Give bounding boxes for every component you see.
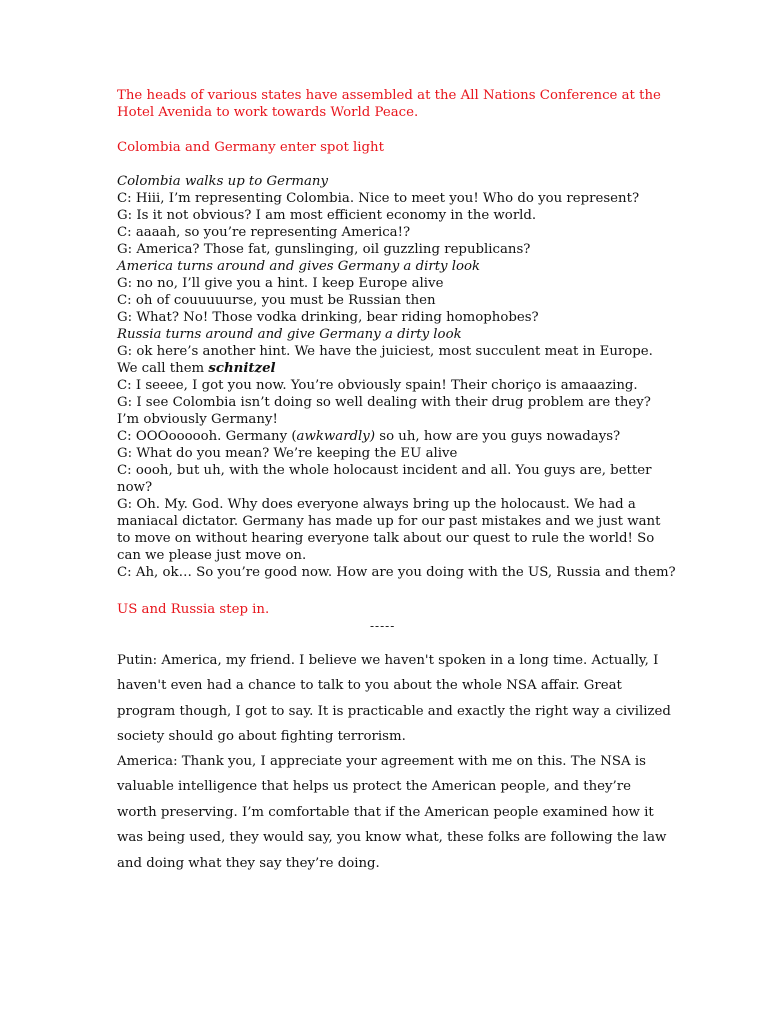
action-line: Russia turns around and give Germany a dirty look bbox=[117, 327, 462, 342]
dialogue-line: G: I see Colombia isn’t doing so well dealing with their drug problem are they? bbox=[117, 395, 651, 410]
speech-line: worth preserving. I’m comfortable that if the American people examined how it bbox=[117, 804, 654, 820]
dialogue-line: C: oooh, but uh, with the whole holocaust incident and all. You guys are, better bbox=[117, 463, 652, 478]
scene-intro bbox=[117, 87, 661, 121]
dialogue-line: G: ok here’s another hint. We have the juiciest, most succulent meat in Europe. bbox=[117, 344, 653, 359]
dialogue-line: maniacal dictator. Germany has made up for our past mistakes and we just want bbox=[117, 514, 661, 529]
speech-line: America: Thank you, I appreciate your agreement with me on this. The NSA is bbox=[117, 754, 646, 769]
dialogue-line: to move on without hearing everyone talk about our quest to rule the world! So bbox=[117, 531, 655, 546]
dialogue-line: now? bbox=[117, 480, 153, 495]
emphasis-aside: awkwardly) bbox=[296, 429, 376, 444]
stage-direction-text: Colombia and Germany enter spot light bbox=[117, 140, 384, 155]
dialogue-line: C: I seeee, I got you now. You’re obviously spain! Their choriço is amaaazing. bbox=[117, 378, 638, 393]
section-divider: ----- bbox=[370, 619, 396, 633]
stage-direction-colombia-germany bbox=[117, 139, 657, 156]
stage-direction-us-russia bbox=[117, 601, 657, 618]
dialogue-fragment: We call them bbox=[117, 361, 209, 376]
dialogue-line: G: What? No! Those vodka drinking, bear riding homophobes? bbox=[117, 310, 539, 325]
dialogue-line: C: aaaah, so you’re representing America!? bbox=[117, 225, 411, 240]
dialogue-line: I’m obviously Germany! bbox=[117, 412, 278, 427]
america-speech bbox=[117, 749, 667, 876]
speech-line: valuable intelligence that helps us protect the American people, and they’re bbox=[117, 779, 631, 795]
emphasis-word: schnitzel bbox=[208, 361, 276, 376]
dialogue-line: can we please just move on. bbox=[117, 548, 307, 563]
intro-line: The heads of various states have assembled at the All Nations Conference at the bbox=[117, 88, 661, 103]
dialogue-fragment: C: OOOoooooh. Germany ( bbox=[117, 429, 297, 444]
dialogue-line: C: Ah, ok… So you’re good now. How are you doing with the US, Russia and them? bbox=[117, 565, 676, 580]
dialogue-line: G: What do you mean? We’re keeping the EU alive bbox=[117, 446, 458, 461]
dialogue-line bbox=[117, 428, 657, 445]
intro-line: Hotel Avenida to work towards World Peace. bbox=[117, 105, 419, 120]
action-line: America turns around and gives Germany a dirty look bbox=[117, 259, 481, 274]
speech-line: haven't even had a chance to talk to you about the whole NSA affair. Great bbox=[117, 678, 622, 694]
dialogue-line: G: no no, I’ll give you a hint. I keep Europe alive bbox=[117, 276, 444, 291]
dialogue-line: C: oh of couuuuurse, you must be Russian then bbox=[117, 293, 436, 308]
dialogue-line: G: Oh. My. God. Why does everyone always bring up the holocaust. We had a bbox=[117, 497, 636, 512]
speech-line: program though, I got to say. It is practicable and exactly the right way a civilized bbox=[117, 703, 671, 719]
dialogue-fragment: so uh, how are you guys nowadays? bbox=[375, 429, 621, 444]
putin-speech bbox=[117, 648, 671, 750]
dialogue-section bbox=[117, 173, 676, 581]
dialogue-line: G: Is it not obvious? I am most efficient economy in the world. bbox=[117, 208, 537, 223]
dialogue-line: G: America? Those fat, gunslinging, oil guzzling republicans? bbox=[117, 242, 531, 257]
action-line: Colombia walks up to Germany bbox=[117, 174, 328, 189]
speech-line: and doing what they say they’re doing. bbox=[117, 855, 380, 871]
speech-line: society should go about fighting terrorism. bbox=[117, 729, 406, 745]
speech-line: Putin: America, my friend. I believe we haven't spoken in a long time. Actually, I bbox=[117, 653, 659, 668]
dialogue-line: C: Hiii, I’m representing Colombia. Nice to meet you! Who do you represent? bbox=[117, 191, 640, 206]
speech-line: was being used, they would say, you know what, these folks are following the law bbox=[117, 830, 667, 846]
stage-direction-text: US and Russia step in. bbox=[117, 602, 270, 617]
dialogue-line bbox=[117, 360, 657, 377]
